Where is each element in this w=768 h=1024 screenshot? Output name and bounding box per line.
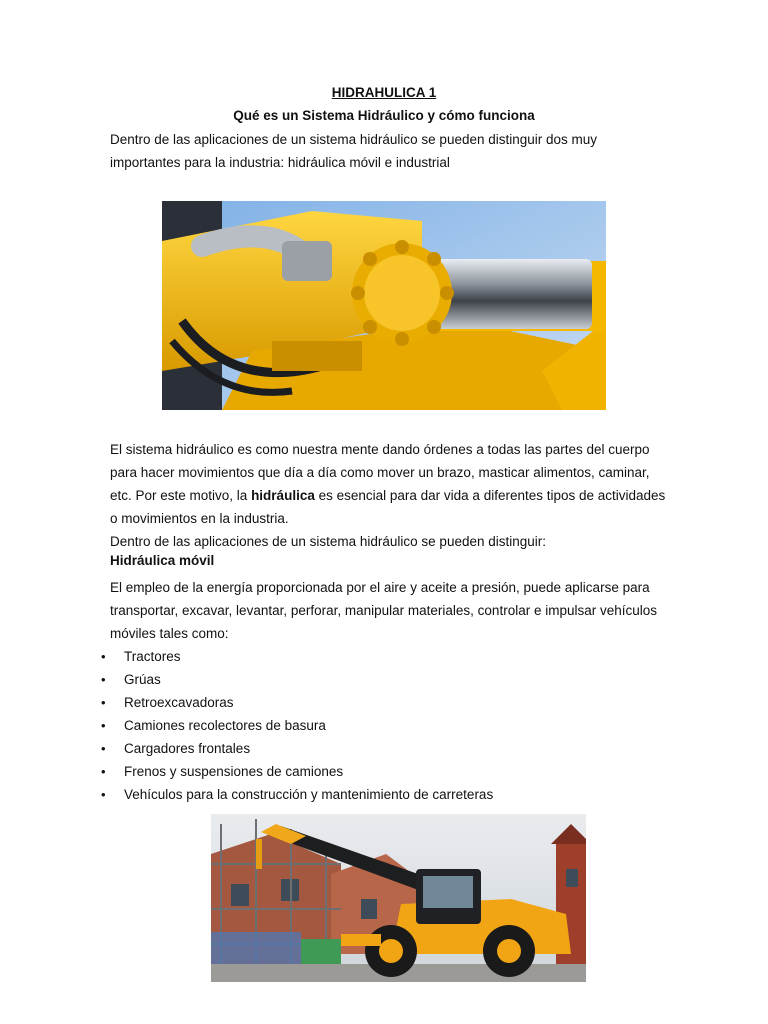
hydraulic-cylinder-image bbox=[162, 201, 606, 410]
list-item: • Retroexcavadoras bbox=[0, 691, 493, 714]
hidraulica-bold-term: hidráulica bbox=[251, 488, 315, 503]
document-title: HIDRAHULICA 1 bbox=[331, 85, 437, 100]
applications-paragraph: Dentro de las aplicaciones de un sistema hidráulico se pueden distinguir: bbox=[110, 534, 547, 549]
list-item: • Grúas bbox=[0, 668, 493, 691]
para2-text-before: El sistema hidráulico es como nuestra mente dando órdenes a todas las partes del cuerpo para hacer movimientos que día a día como mover un brazo, masticar alimentos, caminar, etc. Por este motivo, la bbox=[110, 442, 650, 503]
intro-paragraph: Dentro de las aplicaciones de un sistema hidráulico se pueden distinguir dos muy importantes para la industria: hidráulica móvil e industrial bbox=[110, 132, 598, 170]
list-item: • Cargadores frontales bbox=[0, 737, 493, 760]
bullet-icon: • bbox=[101, 695, 106, 710]
mind-analogy-paragraph bbox=[110, 438, 670, 530]
bullet-icon: • bbox=[101, 718, 106, 733]
telehandler-construction-image bbox=[211, 814, 586, 982]
para2-text-after: es esencial para dar vida a diferentes tipos de actividades o movimientos en la industria. bbox=[110, 488, 666, 526]
vehicle-list bbox=[0, 645, 493, 806]
bullet-icon: • bbox=[101, 764, 106, 779]
document-subtitle: Qué es un Sistema Hidráulico y cómo funciona bbox=[233, 108, 535, 123]
bullet-icon: • bbox=[101, 741, 106, 756]
list-item: • Frenos y suspensiones de camiones bbox=[0, 760, 493, 783]
bullet-icon: • bbox=[101, 649, 106, 664]
list-item: • Tractores bbox=[0, 645, 493, 668]
list-item: • Vehículos para la construcción y mantenimiento de carreteras bbox=[0, 783, 493, 806]
mobile-hydraulics-heading: Hidráulica móvil bbox=[110, 553, 215, 568]
list-item: • Camiones recolectores de basura bbox=[0, 714, 493, 737]
bullet-icon: • bbox=[101, 787, 106, 802]
bullet-icon: • bbox=[101, 672, 106, 687]
mobile-hydraulics-paragraph: El empleo de la energía proporcionada por el aire y aceite a presión, puede aplicarse para transportar, excavar, levantar, perforar, manipular materiales, controlar e impulsar vehículos móviles tales como: bbox=[110, 580, 658, 641]
